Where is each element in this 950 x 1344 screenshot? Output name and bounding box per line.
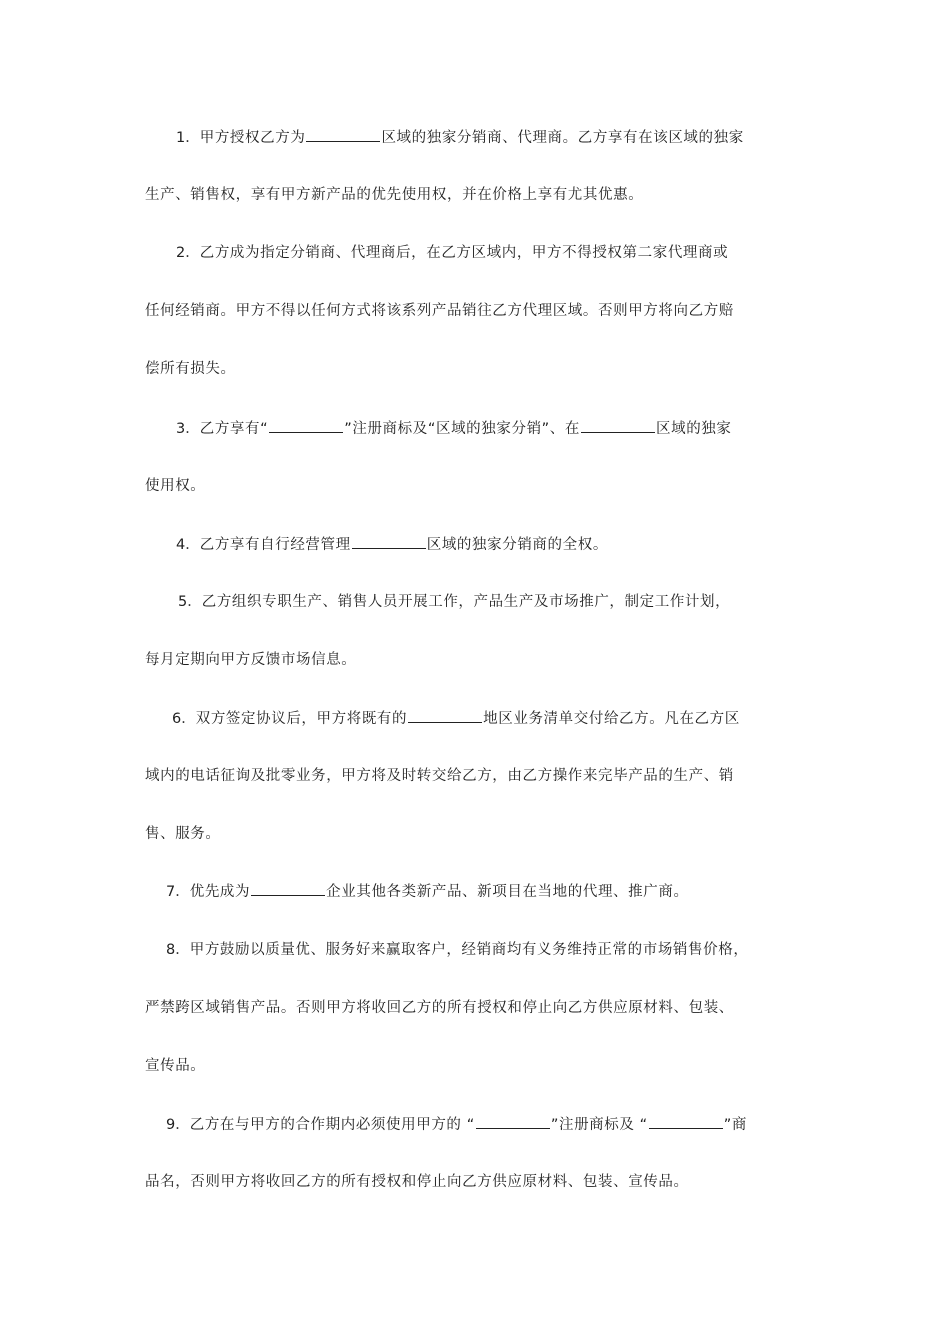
clause-number: 3． [176,421,200,437]
clause-text: 任何经销商。甲方不得以任何方式将该系列产品销往乙方代理区域。否则甲方将向乙方赔 [145,303,734,319]
clause-number: 1． [176,130,200,146]
clause-1-line-1 [145,127,817,148]
clause-text: 双方签定协议后，甲方将既有的 [195,711,408,727]
clause-number: 9． [166,1117,190,1133]
fill-in-blank[interactable] [269,418,343,433]
clause-5-line-2 [145,650,817,670]
clause-text: 地区业务清单交付给乙方。凡在乙方区 [483,711,740,727]
clause-text: 企业其他各类新产品、新项目在当地的代理、推广商。 [326,884,689,900]
clause-6-line-2 [145,766,817,786]
clause-8-line-1 [145,940,817,960]
clause-text: 乙方享有“ [199,421,269,437]
clause-number: 8． [166,942,190,958]
clause-text: 区域的独家分销商的全权。 [426,537,608,553]
clause-text: 区域的独家 [656,421,732,437]
clause-text: 偿所有损失。 [145,361,236,377]
clause-text: 使用权。 [145,478,206,494]
clause-5-line-1 [145,592,817,612]
clause-4-line-1 [145,534,817,555]
clause-text: 乙方享有自行经营管理 [199,537,351,553]
clause-text: 优先成为 [189,884,251,900]
clause-text: 甲方授权乙方为 [199,130,306,146]
clause-9-line-2 [145,1172,817,1192]
clause-number: 6． [172,711,196,727]
fill-in-blank[interactable] [306,127,380,142]
clause-text: ”注册商标及“区域的独家分销”、在 [344,421,580,437]
clause-text: ”注册商标及 “ [550,1117,648,1133]
clause-text: 乙方成为指定分销商、代理商后，在乙方区域内，甲方不得授权第二家代理商或 [199,245,729,261]
clause-text: 甲方鼓励以质量优、服务好来赢取客户，经销商均有义务维持正常的市场销售价格， [189,942,749,958]
clause-text: 每月定期向甲方反馈市场信息。 [145,652,357,668]
clause-text: 宣传品。 [145,1058,206,1074]
clause-2-line-2 [145,301,817,321]
clause-7-line-1 [145,881,817,902]
clause-2-line-1 [145,243,817,263]
clause-number: 7． [166,884,190,900]
fill-in-blank[interactable] [352,534,426,549]
clause-text: 生产、销售权，享有甲方新产品的优先使用权，并在价格上享有尤其优惠。 [145,187,644,203]
clause-3-line-1 [145,418,817,439]
clause-8-line-2 [145,998,817,1018]
clause-2-line-3 [145,359,817,379]
fill-in-blank[interactable] [251,881,325,896]
clause-8-line-3 [145,1056,817,1076]
clause-text: 域内的电话征询及批零业务，甲方将及时转交给乙方，由乙方操作来完毕产品的生产、销 [145,768,734,784]
clause-text: 售、服务。 [145,826,221,842]
clause-text: ”商 [723,1117,748,1133]
clause-text: 品名，否则甲方将收回乙方的所有授权和停止向乙方供应原材料、包装、宣传品。 [145,1174,689,1190]
clause-text: 区域的独家分销商、代理商。乙方享有在该区域的独家 [381,130,744,146]
clause-9-line-1 [145,1114,817,1135]
fill-in-blank[interactable] [581,418,655,433]
clause-text: 乙方在与甲方的合作期内必须使用甲方的 “ [189,1117,475,1133]
clause-number: 2． [176,245,200,261]
clause-number: 5． [178,594,202,610]
clause-6-line-1 [145,708,817,729]
clause-text: 严禁跨区域销售产品。否则甲方将收回乙方的所有授权和停止向乙方供应原材料、包装、 [145,1000,734,1016]
clause-1-line-2 [145,185,817,205]
fill-in-blank[interactable] [649,1114,723,1129]
fill-in-blank[interactable] [476,1114,550,1129]
clause-3-line-2 [145,476,817,496]
fill-in-blank[interactable] [408,708,482,723]
clause-number: 4． [176,537,200,553]
clause-text: 乙方组织专职生产、销售人员开展工作，产品生产及市场推广，制定工作计划， [201,594,731,610]
clause-6-line-3 [145,824,817,844]
